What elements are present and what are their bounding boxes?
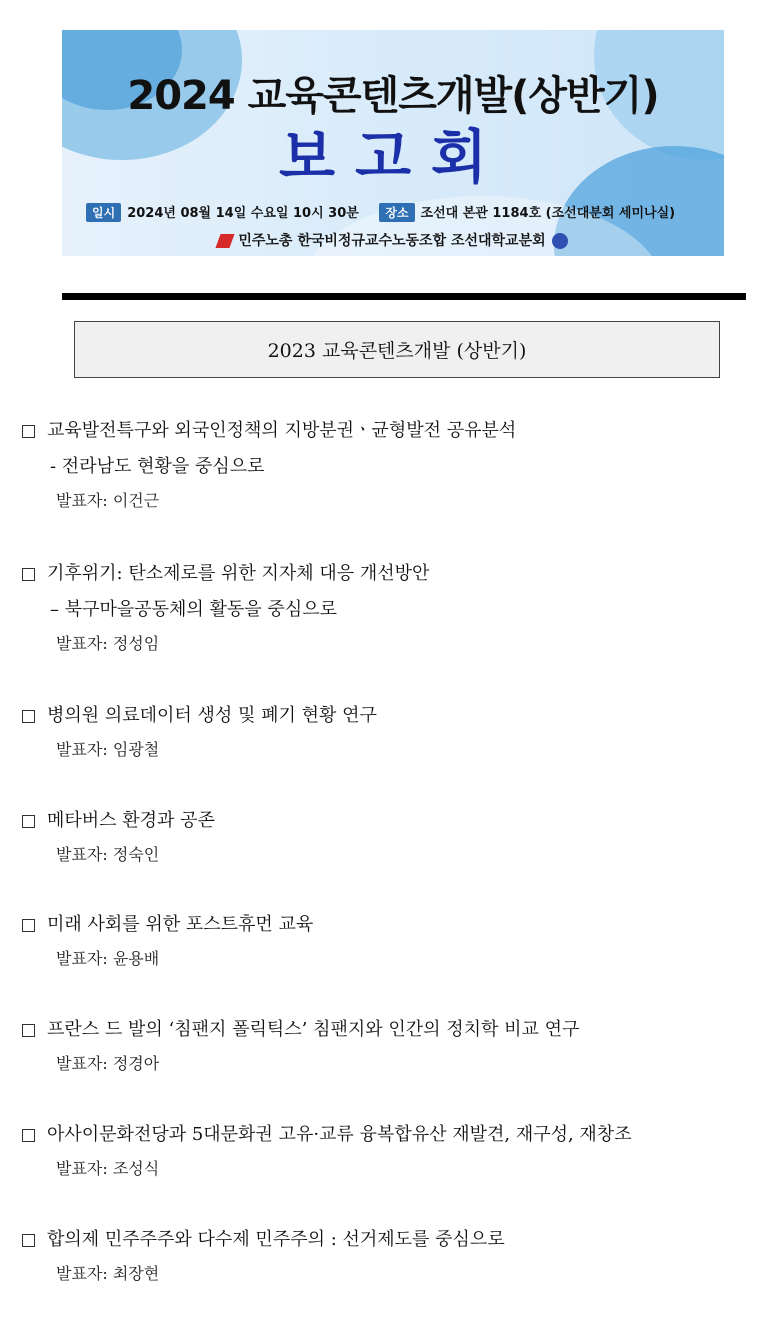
item-presenter: 발표자: 임광철 [56,740,160,759]
event-info-row [86,202,691,222]
list-item [22,420,516,511]
organizer-text: 민주노총 한국비정규교수노동조합 조선대학교분회 [238,233,546,249]
item-presenter: 발표자: 정성임 [56,634,160,653]
item-subtitle: – 북구마을공동체의 활동을 중심으로 [50,599,337,620]
item-presenter: 발표자: 조성식 [56,1159,160,1178]
checkbox-icon [22,1234,35,1247]
checkbox-icon [22,919,35,932]
item-presenter: 발표자: 정숙인 [56,845,160,864]
item-presenter: 발표자: 이건근 [56,491,160,510]
item-title: 메타버스 환경과 공존 [47,810,215,831]
banner-title: 2024 교육콘텐츠개발(상반기) [127,73,659,119]
item-title: 병의원 의료데이터 생성 및 폐기 현황 연구 [47,705,377,726]
list-item [22,810,215,865]
date-tag: 일시 [86,203,121,222]
item-presenter: 발표자: 최장현 [56,1264,160,1283]
checkbox-icon [22,425,35,438]
banner-subtitle: 보고회 [278,123,508,191]
checkbox-icon [22,815,35,828]
item-title: 프란스 드 발의 ‘침팬지 폴릭틱스’ 침팬지와 인간의 정치학 비교 연구 [47,1019,580,1040]
item-presenter: 발표자: 윤용배 [56,949,160,968]
checkbox-icon [22,568,35,581]
list-item [22,1229,505,1284]
checkbox-icon [22,1024,35,1037]
place-tag: 장소 [379,203,414,222]
section-title: 2023 교육콘텐츠개발 (상반기) [74,321,720,378]
union-logo-icon [216,234,235,248]
organizer-row [62,230,724,250]
date-text: 2024년 08월 14일 수요일 10시 30분 [127,206,359,221]
place-text: 조선대 본관 1184호 (조선대분회 세미나실) [420,206,676,221]
item-subtitle: - 전라남도 현황을 중심으로 [50,456,265,477]
list-item [22,1019,579,1074]
divider-rule [62,293,746,300]
list-item [22,705,377,760]
item-title: 아사이문화전당과 5대문화권 고유·교류 융복합유산 재발견, 재구성, 재창조 [47,1124,632,1145]
university-logo-icon [552,233,568,249]
item-title: 기후위기: 탄소제로를 위한 지자체 대응 개선방안 [47,563,430,584]
item-title: 합의제 민주주주와 다수제 민주주의 : 선거제도를 중심으로 [47,1229,505,1250]
item-presenter: 발표자: 정경아 [56,1054,160,1073]
list-item [22,1124,632,1179]
item-title: 교육발전특구와 외국인정책의 지방분권ㆍ균형발전 공유분석 [47,420,517,441]
checkbox-icon [22,1129,35,1142]
event-banner [62,30,724,256]
checkbox-icon [22,710,35,723]
list-item [22,563,429,654]
list-item [22,914,313,969]
item-title: 미래 사회를 위한 포스트휴먼 교육 [47,914,314,935]
